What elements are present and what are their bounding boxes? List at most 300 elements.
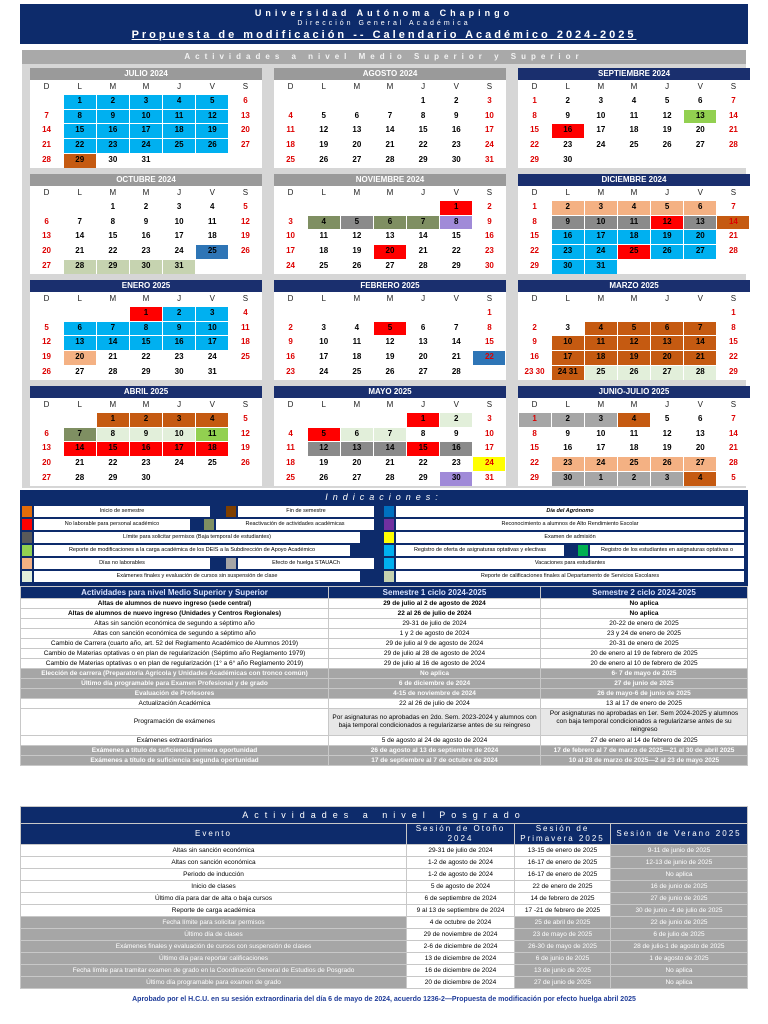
day-cell: 19 [42, 352, 52, 362]
day-cell: 31 [163, 260, 195, 274]
day-cell: 10 [196, 322, 228, 336]
day-cell: 15 [108, 231, 118, 241]
day-cell [341, 201, 373, 215]
day-cell: 14 [418, 231, 428, 241]
day-cell: 10 [174, 216, 184, 226]
day-cell: 30 [130, 260, 162, 274]
table-cell: Altas con sanción económica de segundo a séptimo año [21, 629, 329, 639]
table-cell: 4 de octubre de 2024 [407, 917, 515, 929]
table-row [21, 977, 748, 989]
day-cell: 14 [64, 442, 96, 456]
day-cell: 24 [484, 140, 494, 150]
table-cell: 5 de agosto de 2024 [407, 881, 515, 893]
day-cell: 11 [163, 110, 195, 124]
month-calendar [518, 174, 750, 274]
day-cell: 2 [163, 307, 195, 321]
day-cell: 14 [451, 337, 461, 347]
day-cell: 22 [141, 352, 151, 362]
day-cell: 4 [288, 428, 293, 438]
table-cell: No aplica [611, 977, 748, 989]
weekday-header: M [353, 81, 361, 91]
table-cell: 20 de enero al 10 de febrero de 2025 [541, 659, 748, 669]
day-cell [64, 413, 96, 427]
day-cell: 7 [731, 96, 736, 106]
day-cell: 10 [319, 337, 329, 347]
month-name: SEPTIEMBRE 2024 [518, 68, 750, 80]
weekday-header: S [730, 293, 737, 303]
table-cell: 28 de julio-1 de agosto de 2025 [611, 941, 748, 953]
day-cell: 8 [130, 322, 162, 336]
footer-note: Aprobado por el H.C.U. en su sesión extraordinaria del día 6 de mayo de 2024, acuerdo 1236-2—Propuesta de modificación por efecto huelga abril 2025 [132, 996, 636, 1003]
day-cell: 19 [385, 352, 395, 362]
legend-label: Límite para solicitar permisos (Baja temporal de estudiantes) [34, 532, 360, 543]
table-cell: 16-17 de enero de 2025 [515, 857, 611, 869]
month-name: JULIO 2024 [30, 68, 262, 80]
table-cell: Por asignaturas no aprobadas en 2do. Sem. 2023-2024 y alumnos con baja temporal condicionados a regularizarse antes de su reingreso [329, 709, 541, 736]
table-cell: 6 de julio de 2025 [611, 929, 748, 941]
day-cell: 15 [407, 442, 439, 456]
day-cell: 15 [451, 231, 461, 241]
day-cell: 17 [596, 125, 606, 135]
day-cell: 3 [598, 96, 604, 106]
day-cell: 11 [585, 336, 617, 350]
table-header: Sesión de Verano 2025 [611, 824, 748, 845]
legend-swatch [226, 506, 236, 517]
day-cell [374, 413, 406, 427]
day-cell: 24 [596, 140, 606, 150]
day-cell: 17 [174, 231, 184, 241]
month-name: OCTUBRE 2024 [30, 174, 262, 186]
table-cell: 27 de enero al 14 de febrero de 2025 [541, 736, 748, 746]
day-cell: 16 [440, 442, 472, 456]
day-cell: 24 [174, 458, 184, 468]
table-cell: 13-15 de enero de 2025 [515, 845, 611, 857]
legend-label: Efecto de huelga STAUACh [238, 558, 374, 569]
legend-label: Fin de semestre [238, 506, 374, 517]
weekday-header: J [421, 293, 426, 303]
day-cell: 4 [585, 322, 617, 336]
table-cell: 29 de julio al 9 de agosto de 2024 [329, 639, 541, 649]
day-cell: 16 [484, 231, 494, 241]
day-cell: 11 [629, 428, 639, 438]
day-cell: 13 [695, 428, 705, 438]
day-cell: 1 [420, 96, 426, 106]
day-cell: 1 [64, 95, 96, 109]
day-cell: 27 [75, 366, 85, 376]
month-name: ABRIL 2025 [30, 386, 262, 398]
day-cell: 24 [585, 245, 617, 259]
weekday-header: D [531, 293, 538, 303]
day-cell: 26 [662, 140, 672, 150]
table-cell: Inicio de clases [21, 881, 407, 893]
day-cell: 15 [484, 337, 494, 347]
day-cell: 2 [440, 413, 472, 427]
day-cell: 25 [352, 366, 362, 376]
day-cell: 23 [97, 139, 129, 153]
day-cell: 7 [731, 202, 736, 212]
day-cell: 13 [352, 125, 362, 135]
weekday-header: J [665, 81, 670, 91]
day-cell: 2 [487, 202, 492, 212]
table-cell: 26 de mayo-6 de junio de 2025 [541, 689, 748, 699]
table-row [21, 941, 748, 953]
table-row [21, 953, 748, 965]
table-cell: No aplica [329, 669, 541, 679]
day-cell: 14 [42, 125, 52, 135]
weekday-header: J [665, 187, 670, 197]
day-cell: 8 [440, 216, 472, 230]
table-cell: 9-11 de junio de 2025 [611, 845, 748, 857]
legend-label: Reconocimiento a alumnos de Alto Rendimiento Escolar [396, 519, 744, 530]
day-cell: 6 [44, 216, 49, 226]
table-cell: Exámenes a título de suficiencia segunda oportunidad [21, 756, 329, 766]
day-cell: 22 [473, 351, 505, 365]
day-cell: 29 [64, 154, 96, 168]
legend-row [22, 571, 746, 583]
month-name: ENERO 2025 [30, 280, 262, 292]
day-cell: 10 [596, 428, 606, 438]
day-cell: 22 [64, 139, 96, 153]
day-cell: 27 [352, 154, 362, 164]
day-cell: 18 [352, 352, 362, 362]
day-cell: 14 [374, 442, 406, 456]
day-cell: 12 [240, 216, 250, 226]
table-cell: Cambio de Materias optativas o en plan de regularización (Séptimo año Reglamento 1979) [21, 649, 329, 659]
day-cell: 26 [196, 139, 228, 153]
day-cell: 3 [651, 472, 683, 486]
weekday-header: J [177, 399, 182, 409]
day-cell: 2 [143, 202, 149, 212]
weekday-header: M [386, 399, 394, 409]
day-cell [31, 307, 63, 321]
month-calendar [518, 386, 750, 486]
day-cell: 25 [585, 366, 617, 380]
table-cell: Periodo de inducción [21, 869, 407, 881]
table-cell: 22 al 26 de julio de 2024 [329, 609, 541, 619]
day-cell: 7 [374, 428, 406, 442]
table-row [21, 629, 748, 639]
weekday-header: J [665, 399, 670, 409]
day-cell: 3 [196, 307, 228, 321]
day-cell: 13 [42, 443, 52, 453]
day-cell: 17 [484, 125, 494, 135]
table-cell: 25 de abril de 2025 [515, 917, 611, 929]
month-name: MARZO 2025 [518, 280, 750, 292]
day-cell: 6 [354, 110, 360, 120]
day-cell: 1 [532, 96, 537, 106]
legend-swatch [384, 571, 394, 582]
day-cell: 14 [728, 110, 738, 120]
posgrado-title: Actividades a nivel Posgrado [21, 807, 748, 824]
day-cell: 1 [407, 413, 439, 427]
day-cell: 11 [208, 216, 217, 226]
table-cell: 29 de noviembre de 2024 [407, 929, 515, 941]
weekday-header: M [353, 293, 361, 303]
day-cell: 5 [321, 110, 326, 120]
day-cell: 12 [385, 337, 395, 347]
weekday-header: S [730, 399, 737, 409]
month-name: AGOSTO 2024 [274, 68, 506, 80]
weekday-header: S [242, 187, 249, 197]
day-cell [374, 201, 406, 215]
day-cell: 23 [563, 140, 573, 150]
weekday-header: V [697, 293, 703, 303]
day-cell: 19 [618, 351, 650, 365]
day-cell: 28 [75, 472, 85, 482]
table-cell: 29-31 de julio de 2024 [407, 845, 515, 857]
day-cell: 23 [484, 246, 494, 256]
legend-label: Reporte de modificaciones a la carga académica de los DEIS a la Subdirección de Apoyo Académico [34, 545, 350, 556]
day-cell: 30 [174, 366, 184, 376]
day-cell: 4 [684, 472, 716, 486]
month-name: FEBRERO 2025 [274, 280, 506, 292]
day-cell: 8 [532, 216, 537, 226]
day-cell: 3 [487, 96, 492, 106]
day-cell: 15 [130, 336, 162, 350]
day-cell: 27 [42, 260, 52, 270]
day-cell: 1 [532, 202, 537, 212]
day-cell: 15 [530, 125, 540, 135]
day-cell: 9 [454, 110, 459, 120]
day-cell [275, 413, 307, 427]
day-cell: 23 [552, 457, 584, 471]
table-row [21, 756, 748, 766]
table-row [21, 845, 748, 857]
day-cell [196, 260, 228, 274]
day-cell [717, 260, 749, 274]
day-cell: 5 [243, 414, 248, 424]
day-cell: 26 [240, 246, 250, 256]
day-cell [341, 413, 373, 427]
day-cell: 14 [728, 428, 738, 438]
table-cell: 29-31 de julio de 2024 [329, 619, 541, 629]
day-cell [684, 307, 716, 321]
day-cell [163, 472, 195, 486]
day-cell: 24 [473, 457, 505, 471]
day-cell: 3 [487, 414, 492, 424]
month-calendar [274, 68, 506, 168]
table-cell: Altas de alumnos de nuevo ingreso (Unidades y Centros Regionales) [21, 609, 329, 619]
day-cell [374, 95, 406, 109]
table-row [21, 746, 748, 756]
table-row [21, 869, 748, 881]
day-cell: 27 [684, 245, 716, 259]
day-cell: 13 [418, 337, 428, 347]
legend-row [22, 558, 746, 570]
day-cell: 29 [530, 154, 540, 164]
day-cell: 20 [240, 125, 250, 135]
day-cell: 14 [717, 216, 749, 230]
day-cell: 12 [319, 125, 329, 135]
day-cell: 5 [308, 428, 340, 442]
legend-swatch [226, 558, 236, 569]
table-cell: Último día programable para examen de grado [21, 977, 407, 989]
table-header: Sesión de Otoño 2024 [407, 824, 515, 845]
table-row [21, 857, 748, 869]
weekday-header: V [453, 81, 459, 91]
weekday-header: M [142, 399, 150, 409]
day-cell: 20 [42, 458, 52, 468]
day-cell: 21 [108, 352, 118, 362]
day-cell [585, 154, 617, 168]
day-cell: 20 [352, 458, 362, 468]
weekday-header: M [597, 81, 605, 91]
weekday-header: D [43, 293, 50, 303]
weekday-header: M [142, 81, 150, 91]
table-row [21, 893, 748, 905]
day-cell: 3 [585, 201, 617, 215]
day-cell: 27 [695, 140, 705, 150]
day-cell: 9 [288, 337, 293, 347]
weekday-header: V [697, 399, 703, 409]
day-cell: 7 [731, 414, 736, 424]
weekday-header: L [77, 187, 82, 197]
day-cell: 11 [629, 110, 639, 120]
weekday-header: D [43, 187, 50, 197]
weekday-header: M [109, 81, 117, 91]
day-cell: 22 [728, 352, 738, 362]
day-cell: 15 [728, 337, 738, 347]
weekday-header: D [531, 399, 538, 409]
month-calendar [30, 174, 262, 274]
table-cell: Cambio de Carrera (cuarto año, art. 52 del Reglamento Académico de Alumnos 2019) [21, 639, 329, 649]
table-cell: 2-6 de diciembre de 2024 [407, 941, 515, 953]
day-cell: 13 [684, 110, 716, 124]
weekday-header: V [209, 293, 215, 303]
weekday-header: M [386, 81, 394, 91]
day-cell [585, 307, 617, 321]
table-cell: 17 -21 de febrero de 2025 [515, 905, 611, 917]
table-row [21, 929, 748, 941]
day-cell [552, 307, 584, 321]
table-cell: 29 de julio al 2 de agosto de 2024 [329, 599, 541, 609]
day-cell: 21 [385, 458, 395, 468]
day-cell: 19 [319, 458, 329, 468]
day-cell: 31 [484, 154, 494, 164]
day-cell: 19 [662, 443, 672, 453]
weekday-header: M [630, 187, 638, 197]
day-cell: 6 [651, 322, 683, 336]
day-cell: 3 [130, 95, 162, 109]
day-cell: 4 [196, 413, 228, 427]
day-cell: 19 [651, 230, 683, 244]
day-cell: 12 [196, 110, 228, 124]
day-cell: 28 [684, 366, 716, 380]
day-cell: 3 [321, 322, 326, 332]
month-calendar [518, 280, 750, 380]
legend-swatch [204, 519, 214, 530]
weekday-header: J [177, 187, 182, 197]
day-cell: 29 [530, 472, 540, 482]
day-cell: 4 [618, 201, 650, 215]
table-cell: 26-30 de mayo de 2025 [515, 941, 611, 953]
day-cell: 9 [565, 110, 570, 120]
day-cell: 2 [97, 95, 129, 109]
day-cell: 9 [487, 216, 492, 226]
day-cell: 6 [374, 216, 406, 230]
day-cell: 22 [108, 458, 118, 468]
day-cell: 5 [341, 216, 373, 230]
day-cell: 9 [565, 428, 570, 438]
weekday-header: V [453, 399, 459, 409]
legend-row [22, 519, 746, 531]
table-cell: No aplica [611, 869, 748, 881]
table-row [21, 905, 748, 917]
weekday-header: L [321, 81, 326, 91]
day-cell: 28 [728, 246, 738, 256]
weekday-header: V [453, 293, 459, 303]
day-cell [717, 154, 749, 168]
day-cell: 18 [240, 337, 250, 347]
day-cell: 29 [418, 154, 428, 164]
month-calendar [274, 280, 506, 380]
day-cell [618, 154, 650, 168]
day-cell: 23 [451, 140, 461, 150]
table-cell: 6 de junio de 2025 [515, 953, 611, 965]
superior-activities-table [20, 586, 748, 766]
day-cell: 28 [728, 458, 738, 468]
table-cell: 13 de diciembre de 2024 [407, 953, 515, 965]
day-cell: 18 [319, 246, 329, 256]
table-cell: 20-22 de enero de 2025 [541, 619, 748, 629]
day-cell: 14 [75, 231, 85, 241]
day-cell: 15 [64, 124, 96, 138]
day-cell: 19 [240, 443, 250, 453]
table-cell: Exámenes extraordinarios [21, 736, 329, 746]
day-cell: 18 [286, 458, 296, 468]
day-cell: 25 [207, 458, 217, 468]
day-cell [229, 260, 261, 274]
day-cell: 30 [440, 472, 472, 486]
legend-label: Día del Agrónomo [396, 506, 744, 517]
weekday-header: S [486, 81, 493, 91]
day-cell: 6 [698, 414, 703, 424]
day-cell: 23 30 [524, 366, 545, 376]
header-banner [20, 4, 748, 44]
table-cell: Último día de clases [21, 929, 407, 941]
weekday-header: L [77, 399, 82, 409]
day-cell: 11 [319, 231, 328, 241]
day-cell: 29 [418, 472, 428, 482]
day-cell: 30 [563, 154, 573, 164]
legend-swatch [384, 506, 394, 517]
day-cell: 21 [728, 231, 738, 241]
day-cell: 10 [484, 110, 494, 120]
weekday-header: D [287, 187, 294, 197]
day-cell: 11 [241, 322, 250, 332]
weekday-header: V [209, 187, 215, 197]
day-cell: 1 [731, 308, 736, 318]
day-cell: 24 [130, 139, 162, 153]
day-cell: 25 [629, 140, 639, 150]
day-cell: 18 [629, 125, 639, 135]
table-cell: No aplica [611, 965, 748, 977]
table-cell: Fecha límite para tramitar examen de grado en la Coordinación General de Estudios de Posgrado [21, 965, 407, 977]
day-cell: 14 [385, 125, 395, 135]
day-cell: 10 [130, 110, 162, 124]
day-cell [519, 307, 551, 321]
day-cell: 25 [618, 245, 650, 259]
table-header: Semestre 1 ciclo 2024-2025 [329, 587, 541, 599]
indications-panel [20, 490, 748, 586]
weekday-header: S [730, 187, 737, 197]
day-cell: 19 [319, 140, 329, 150]
table-header: Semestre 2 ciclo 2024-2025 [541, 587, 748, 599]
weekday-header: J [421, 81, 426, 91]
day-cell: 18 [207, 231, 217, 241]
weekday-header: D [287, 399, 294, 409]
legend-label: Registro de los estudiantes en asignaturas optativas o [590, 545, 744, 556]
